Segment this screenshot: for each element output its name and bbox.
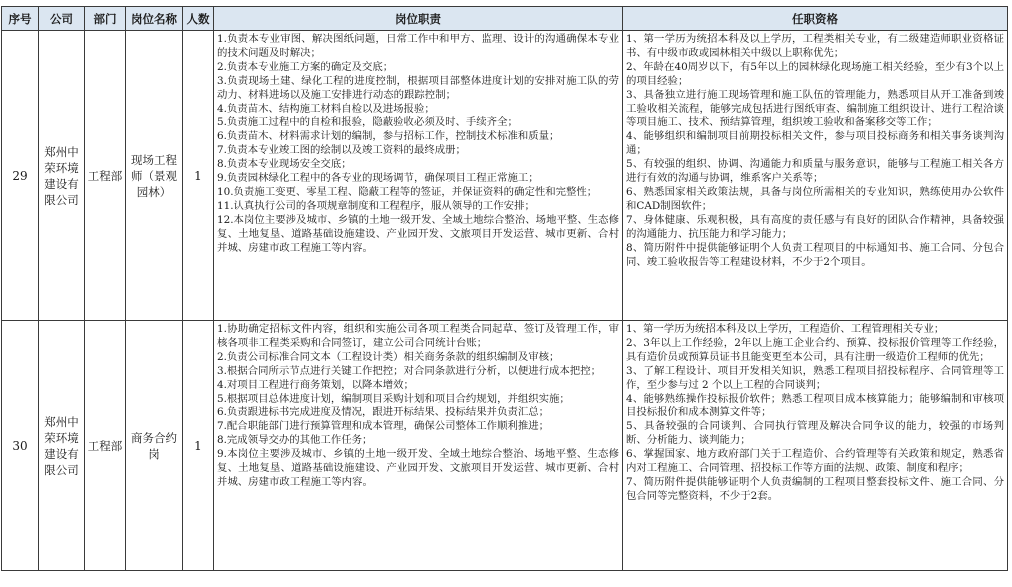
duty-line: 1.负责本专业审图、解决图纸问题，日常工作中和甲方、监理、设计的沟通确保本专业的技术问题及时解决； <box>217 33 619 59</box>
cell-company: 郑州中荣环境建设有限公司 <box>39 321 85 571</box>
duty-line: 10.负责施工变更、零星工程、隐蔽工程等的签证，并保证资料的确定性和完整性； <box>217 185 598 198</box>
qualification-line: 7、简历附件提供能够证明个人负责编制的工程项目整套投标文件、施工合同、分包合同等完整资料，不少于2套。 <box>626 475 1004 502</box>
cell-duties <box>214 321 623 571</box>
header-seq: 序号 <box>2 7 39 31</box>
cell-seq: 29 <box>2 31 39 321</box>
cell-dept: 工程部 <box>85 31 126 321</box>
duty-line: 4.对项目工程进行商务策划，以降本增效； <box>217 378 414 391</box>
cell-count: 1 <box>183 321 214 571</box>
duty-line: 5.负责施工过程中的自检和报验，隐蔽验收必须及时、手续齐全； <box>217 116 518 129</box>
qualification-line: 2、年龄在40周岁以下，有5年以上的园林绿化现场施工相关经验，至少有3个以上的项目经验； <box>626 60 1004 87</box>
duty-line: 6.负责跟进标书完成进度及情况，跟进开标结果、投标结果并负责汇总； <box>217 406 550 419</box>
qualification-line: 1、第一学历为统招本科及以上学历，工程造价、工程管理相关专业； <box>626 323 945 335</box>
cell-position: 商务合约岗 <box>126 321 183 571</box>
table-row <box>2 321 1008 571</box>
header-position: 岗位名称 <box>126 7 183 31</box>
cell-seq: 30 <box>2 321 39 571</box>
header-qualifications: 任职资格 <box>623 7 1008 31</box>
duty-line: 12.本岗位主要涉及城市、乡镇的土地一级开发、全域土地综合整治、场地平整、生态修复、土地复垦、道路基础设施建设、产业园开发、文旅项目开发运营、城市更新、合村并城、房建市政工程施工等内容。 <box>217 213 619 254</box>
duty-line: 3.负责现场土建、绿化工程的进度控制，根据项目部整体进度计划的安排对施工队的劳动力、材料进场以及施工安排进行动态的跟踪控制； <box>217 74 619 101</box>
qualification-line: 8、简历附件中提供能够证明个人负责工程项目的中标通知书、施工合同、分包合同、竣工验收报告等工程建设材料，不少于2个项目。 <box>626 241 1004 268</box>
duty-line: 9.负责园林绿化工程中的各专业的现场调节，确保项目工程正常施工； <box>217 172 539 185</box>
qualification-line: 4、能够熟练操作投标报价软件；熟悉工程项目成本核算能力；能够编制和审核项目投标报价和成本测算文件等； <box>626 392 1004 419</box>
cell-duties <box>214 31 623 321</box>
cell-dept: 工程部 <box>85 321 126 571</box>
duty-line: 9.本岗位主要涉及城市、乡镇的土地一级开发、全域土地综合整治、场地平整、生态修复、土地复垦、道路基础设施建设、产业园开发、文旅项目开发运营、城市更新、合村并城、房建市政工程施工等内容。 <box>217 448 619 488</box>
cell-qualifications <box>623 31 1008 321</box>
duty-line: 11.认真执行公司的各项规章制度和工程程序，服从领导的工作安排； <box>217 199 535 212</box>
duty-line: 6.负责苗木、材料需求计划的编制，参与招标工作，控制技术标准和质量； <box>217 130 560 143</box>
cell-qualifications <box>623 321 1008 571</box>
header-row <box>2 7 1008 31</box>
table-row <box>2 31 1008 321</box>
qualification-line: 3、具备独立进行施工现场管理和施工队伍的管理能力，熟悉项目从开工准备到竣工验收相关流程，能够完成包括进行图纸审查、编制施工组织设计、进行工程洽谈等项目施工、技术、预结算管理，组织竣工验收和备案移交等工作； <box>626 88 1004 129</box>
header-company: 公司 <box>39 7 85 31</box>
cell-count: 1 <box>183 31 214 321</box>
qualification-line: 7、身体健康、乐观积极，具有高度的责任感与有良好的团队合作精神，具备较强的沟通能力、抗压能力和学习能力； <box>626 213 1004 240</box>
qualification-line: 3、了解工程设计、项目开发相关知识，熟悉工程项目招投标程序、合同管理等工作，至少参与过 2 个以上工程的合同谈判； <box>626 364 1004 391</box>
duty-line: 5.根据项目总体进度计划，编制项目采购计划和项目合约规划，并组织实施； <box>217 392 570 405</box>
qualification-line: 2、3年以上工作经验，2年以上施工企业合约、预算、投标报价管理等工作经验，具有造价员或预算员证书且能变更至本公司，具有注册一级造价工程师的优先； <box>626 336 1004 363</box>
job-posting-table <box>1 6 1008 571</box>
duty-line: 8.完成领导交办的其他工作任务； <box>217 434 373 447</box>
qualification-line: 1、第一学历为统招本科及以上学历，工程类相关专业，有二级建造师职业资格证书、有中级市政或园林相关中级以上职称优先； <box>626 33 1004 59</box>
qualification-line: 5、有较强的组织、协调、沟通能力和质量与服务意识，能够与工程施工相关各方进行有效的沟通与协调，维系客户关系等； <box>626 158 1004 185</box>
duty-line: 1.协助确定招标文件内容，组织和实施公司各项工程类合同起草、签订及管理工作，审核各项非工程类采购和合同签订，建立公司合同统计台账； <box>217 323 619 349</box>
qualification-line: 4、能够组织和编制项目前期投标相关文件，参与项目投标商务和相关事务谈判沟通； <box>626 130 1004 157</box>
qualification-line: 6、熟悉国家相关政策法规，具备与岗位所需相关的专业知识，熟练使用办公软件和CAD制图软件； <box>626 185 1004 212</box>
duty-line: 4.负责苗木、结构施工材料自检以及进场报验； <box>217 102 435 115</box>
qualification-line: 6、掌握国家、地方政府部门关于工程造价、合约管理等有关政策和规定，熟悉省内对工程施工、合同管理、招投标工作等方面的法规、政策、制度和程序； <box>626 448 1004 475</box>
header-duties: 岗位职责 <box>214 7 623 31</box>
cell-company: 郑州中荣环境建设有限公司 <box>39 31 85 321</box>
header-dept: 部门 <box>85 7 126 31</box>
duty-line: 2.负责本专业施工方案的确定及交底； <box>217 60 394 73</box>
header-count: 人数 <box>183 7 214 31</box>
duty-line: 8.负责本专业现场安全交底； <box>217 158 352 171</box>
duty-line: 3.根据合同所示节点进行关键工作把控；对合同条款进行分析，以便进行成本把控； <box>217 364 601 377</box>
duty-line: 7.配合职能部门进行预算管理和成本管理，确保公司整体工作顺利推进； <box>217 420 550 433</box>
qualification-line: 5、具备较强的合同谈判、合同执行管理及解决合同争议的能力，较强的市场判断、分析能力、谈判能力； <box>626 420 1004 447</box>
duty-line: 7.负责本专业竣工图的绘制以及竣工资料的最终成册； <box>217 144 466 157</box>
duty-line: 2.负责公司标准合同文本（工程设计类）相关商务条款的组织编制及审核； <box>217 350 560 363</box>
cell-position: 现场工程师（景观园林） <box>126 31 183 321</box>
